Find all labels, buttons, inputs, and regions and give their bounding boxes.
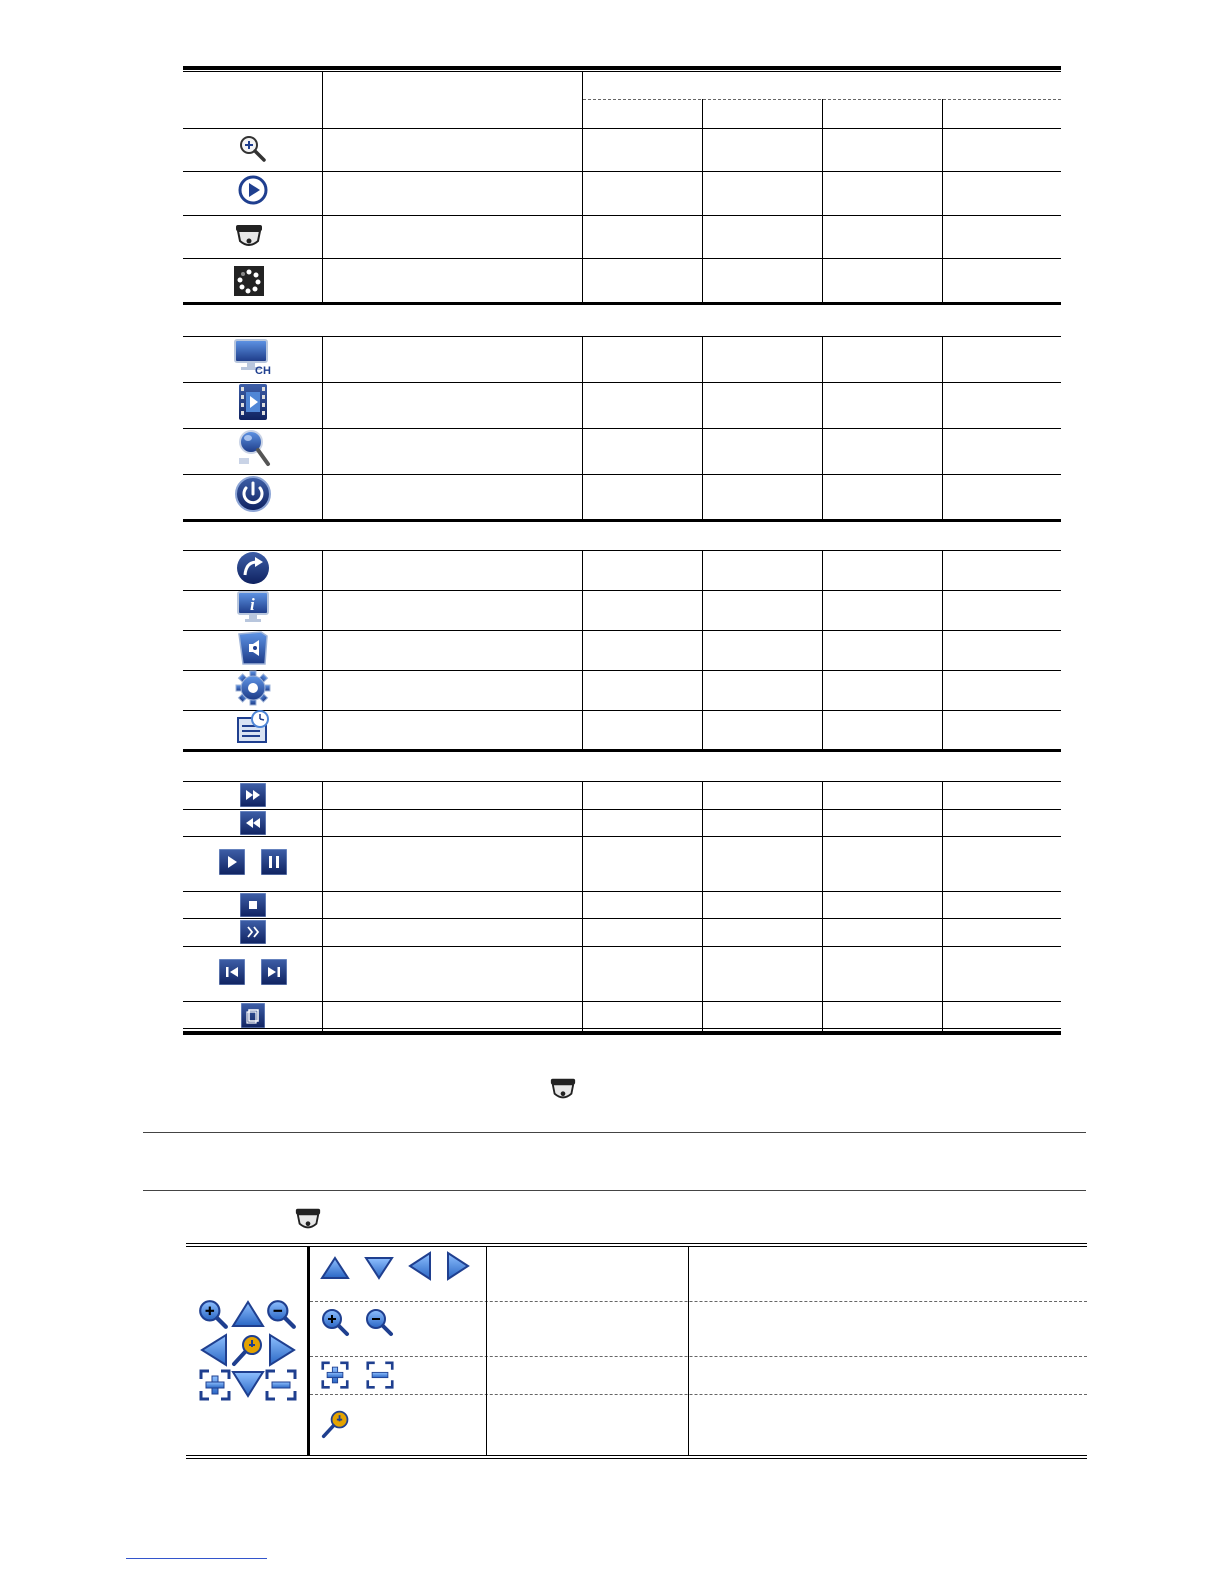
ptz-col-rule <box>307 1246 310 1456</box>
power-icon <box>234 475 272 513</box>
row-rule <box>183 781 1061 782</box>
right-arrow-icon[interactable] <box>446 1251 470 1281</box>
zoom-out-icon[interactable] <box>265 1298 297 1330</box>
gear-icon <box>235 670 271 706</box>
ptz-row-rule <box>310 1301 1087 1302</box>
group-rule <box>183 302 1061 305</box>
slow-play-icon <box>240 920 266 944</box>
col-rule <box>582 781 583 1031</box>
focus-key-icon[interactable] <box>321 1409 351 1439</box>
monitor-channel-icon <box>233 338 273 376</box>
col-rule <box>702 550 703 750</box>
left-arrow-icon[interactable] <box>408 1251 432 1281</box>
row-rule <box>183 710 1061 711</box>
info-monitor-icon <box>236 590 272 626</box>
row-rule <box>183 918 1061 919</box>
down-arrow-icon[interactable] <box>364 1256 394 1280</box>
ptz-camera-icon <box>234 221 264 251</box>
note-top-rule <box>143 1132 1086 1133</box>
focus-far-icon[interactable] <box>265 1369 297 1401</box>
stop-button-icon <box>240 893 266 917</box>
col-rule <box>702 99 703 303</box>
col-rule <box>322 336 323 520</box>
svg-text:i: i <box>250 595 255 614</box>
row-rule <box>183 171 1061 172</box>
footer-link-underline[interactable] <box>126 1558 267 1559</box>
row-rule <box>183 836 1061 837</box>
zoom-out-icon[interactable] <box>364 1307 394 1337</box>
snapshot-icon <box>241 1003 265 1028</box>
ptz-bottom-rule-2 <box>186 1458 1087 1459</box>
col-rule <box>322 550 323 750</box>
row-rule <box>183 428 1061 429</box>
ptz-camera-icon <box>294 1205 322 1233</box>
film-playback-icon <box>237 383 269 421</box>
speaker-folder-icon <box>237 630 271 666</box>
row-rule <box>183 1001 1061 1002</box>
down-arrow-icon[interactable] <box>231 1370 265 1398</box>
ptz-top-rule <box>186 1243 1087 1244</box>
ptz-top-rule-2 <box>186 1246 1087 1247</box>
col-rule <box>942 336 943 520</box>
col-rule <box>822 336 823 520</box>
col-rule <box>582 336 583 520</box>
header-bottom-rule <box>183 128 1061 129</box>
next-icon <box>261 959 287 985</box>
network-search-icon <box>235 428 271 468</box>
row-rule <box>183 215 1061 216</box>
col-rule <box>942 781 943 1031</box>
table-bottom-rule-thin <box>183 1028 1061 1029</box>
ptz-row-rule <box>310 1394 1087 1395</box>
row-rule <box>183 946 1061 947</box>
note-bottom-rule <box>143 1190 1086 1191</box>
focus-near-icon[interactable] <box>199 1369 231 1401</box>
col-rule <box>582 550 583 750</box>
col-rule <box>582 71 583 303</box>
zoom-in-icon[interactable] <box>320 1307 350 1337</box>
focus-key-icon[interactable] <box>231 1333 265 1367</box>
ptz-bottom-rule <box>186 1455 1087 1456</box>
table-bottom-rule <box>183 1031 1061 1035</box>
row-rule <box>183 670 1061 671</box>
col-rule <box>942 99 943 303</box>
previous-icon <box>219 959 245 985</box>
col-rule <box>822 550 823 750</box>
row-rule <box>183 891 1061 892</box>
up-arrow-icon[interactable] <box>320 1256 350 1280</box>
table-top-rule-thin <box>183 71 1061 72</box>
focus-near-icon[interactable] <box>321 1361 349 1389</box>
sequence-icon <box>234 266 264 296</box>
svg-text:CH: CH <box>255 365 271 376</box>
ptz-col-rule <box>486 1246 487 1456</box>
ptz-camera-icon <box>549 1075 577 1103</box>
row-rule <box>183 550 1061 551</box>
row-rule <box>183 809 1061 810</box>
left-arrow-icon[interactable] <box>200 1333 228 1367</box>
row-rule <box>183 590 1061 591</box>
row-rule <box>183 630 1061 631</box>
ptz-col-rule <box>688 1246 689 1456</box>
rewind-icon <box>240 811 266 835</box>
focus-far-icon[interactable] <box>366 1361 394 1389</box>
schedule-icon <box>236 710 272 744</box>
col-rule <box>942 550 943 750</box>
play-icon <box>238 175 268 205</box>
group-rule <box>183 519 1061 522</box>
right-arrow-icon[interactable] <box>268 1333 296 1367</box>
col-rule <box>702 781 703 1031</box>
redo-arrow-icon <box>235 551 271 585</box>
ptz-row-rule <box>310 1356 1087 1357</box>
col-rule <box>322 781 323 1031</box>
up-arrow-icon[interactable] <box>231 1300 265 1328</box>
row-rule <box>183 336 1061 337</box>
row-rule <box>183 474 1061 475</box>
pause-button-icon <box>261 849 287 875</box>
group-rule <box>183 749 1061 752</box>
row-rule <box>183 382 1061 383</box>
zoom-in-icon <box>237 133 267 163</box>
row-rule <box>183 258 1061 259</box>
play-button-icon <box>219 849 245 875</box>
col-rule <box>702 336 703 520</box>
col-rule <box>822 781 823 1031</box>
fast-forward-icon <box>240 783 266 807</box>
zoom-in-icon[interactable] <box>197 1298 229 1330</box>
table-top-rule <box>183 66 1061 70</box>
col-rule <box>322 71 323 303</box>
col-rule <box>822 99 823 303</box>
